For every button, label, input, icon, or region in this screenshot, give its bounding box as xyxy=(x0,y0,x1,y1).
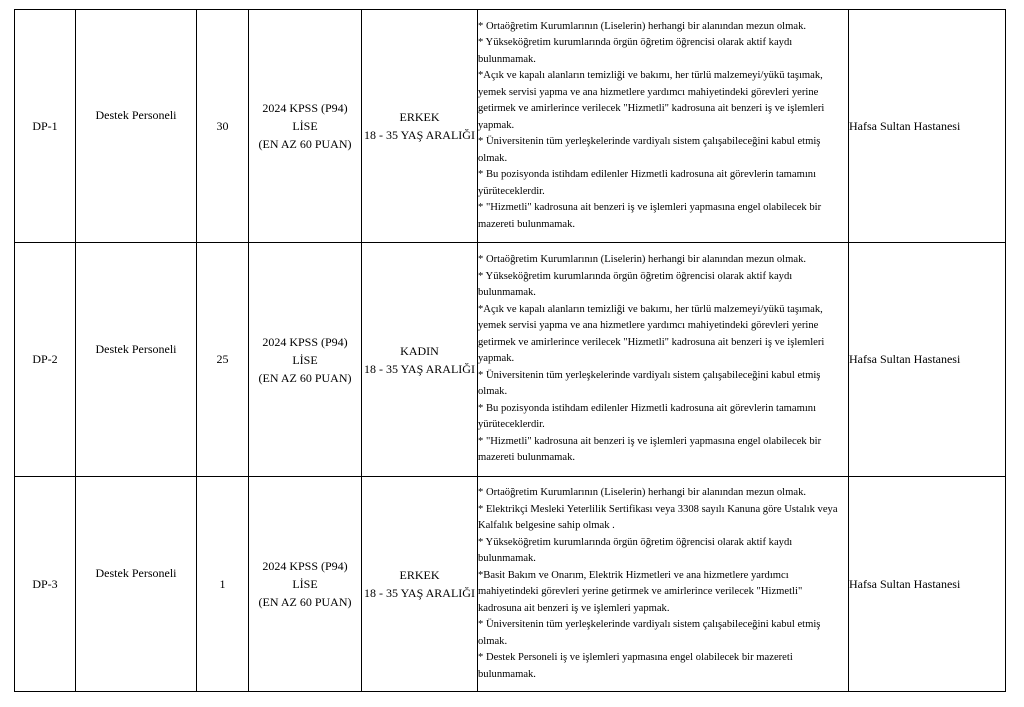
age-range: 18 - 35 YAŞ ARALIĞI xyxy=(364,361,475,376)
requirement-item: *Açık ve kapalı alanların temizliği ve bakımı, her türlü malzemeyi/yükü taşımak, yemek servisi yapma ve ana hizmetlere yardımcı mahiyetindeki görevleri yerine getirmek ve amirlerince verilecek "Hizmetli" kadrosuna ait benzeri iş ve işlemleri yapmak. xyxy=(478,70,825,131)
position-count: 25 xyxy=(197,243,249,477)
gender: ERKEK xyxy=(399,110,440,124)
work-location: Hafsa Sultan Hastanesi xyxy=(849,10,1006,243)
requirement-item: * Destek Personeli iş ve işlemleri yapmasına engel olabilecek bir mazereti bulunmamak. xyxy=(478,652,793,680)
exam-name: 2024 KPSS (P94) xyxy=(262,334,348,349)
exam-name: 2024 KPSS (P94) xyxy=(262,101,348,115)
exam-level: LİSE xyxy=(292,577,318,591)
gender-age xyxy=(362,243,478,477)
exam-level: LİSE xyxy=(292,352,318,367)
gender: ERKEK xyxy=(399,568,440,582)
requirement-item: * Elektrikçi Mesleki Yeterlilik Sertifikası veya 3308 sayılı Kanuna göre Ustalık veya Kalfalık belgesine sahip olmak . xyxy=(478,503,838,531)
position-title-cell xyxy=(76,10,197,243)
exam-requirement xyxy=(249,10,362,243)
requirement-item: * Üniversitenin tüm yerleşkelerinde vardiyalı sistem çalışabileceğini kabul etmiş olmak. xyxy=(478,369,821,398)
exam-requirement xyxy=(249,477,362,692)
requirement-item: *Açık ve kapalı alanların temizliği ve bakımı, her türlü malzemeyi/yükü taşımak, yemek servisi yapma ve ana hizmetlere yardımcı mahiyetindeki görevleri yerine getirmek ve amirlerince verilecek "Hizmetli" kadrosuna ait benzeri iş ve işlemleri yapmak. xyxy=(478,303,825,365)
requirement-item: * Yükseköğretim kurumlarında örgün öğretim öğrencisi olarak aktif kaydı bulunmamak. xyxy=(478,37,793,65)
exam-requirement xyxy=(249,243,362,477)
requirements-cell xyxy=(478,10,849,243)
gender-age xyxy=(362,477,478,692)
age-range: 18 - 35 YAŞ ARALIĞI xyxy=(364,586,475,600)
position-code: DP-2 xyxy=(15,243,76,477)
exam-level: LİSE xyxy=(292,119,318,133)
requirements-cell xyxy=(478,477,849,692)
position-code: DP-3 xyxy=(15,477,76,692)
exam-name: 2024 KPSS (P94) xyxy=(262,559,348,573)
work-location: Hafsa Sultan Hastanesi xyxy=(849,477,1006,692)
position-title-cell xyxy=(76,243,197,477)
position-title-cell xyxy=(76,477,197,692)
requirement-item: * Ortaöğretim Kurumlarının (Liselerin) herhangi bir alanından mezun olmak. xyxy=(478,254,807,266)
positions-table xyxy=(14,9,1006,692)
requirement-item: *Basit Bakım ve Onarım, Elektrik Hizmetleri ve ana hizmetlere yardımcı mahiyetindeki görevleri yerine getirmek ve amirlerince verilecek "Hizmetli" kadrosuna ait benzeri iş ve işlemleri yapmak. xyxy=(478,569,803,614)
position-code: DP-1 xyxy=(15,10,76,243)
requirement-item: * Yükseköğretim kurumlarında örgün öğretim öğrencisi olarak aktif kaydı bulunmamak. xyxy=(478,536,793,564)
exam-min-score: (EN AZ 60 PUAN) xyxy=(258,595,352,609)
table-row xyxy=(15,10,1006,243)
requirement-item: * Bu pozisyonda istihdam edilenler Hizmetli kadrosuna ait görevlerin tamamını yürüteceklerdir. xyxy=(478,169,817,197)
gender-age xyxy=(362,10,478,243)
requirement-item: * Ortaöğretim Kurumlarının (Liselerin) herhangi bir alanından mezun olmak. xyxy=(478,487,807,498)
table-row xyxy=(15,477,1006,692)
gender: KADIN xyxy=(400,343,439,358)
position-title: Destek Personeli xyxy=(95,566,177,580)
requirement-item: * Üniversitenin tüm yerleşkelerinde vardiyalı sistem çalışabileceğini kabul etmiş olmak. xyxy=(478,619,821,647)
requirements-cell xyxy=(478,243,849,477)
requirement-item: * Yükseköğretim kurumlarında örgün öğretim öğrencisi olarak aktif kaydı bulunmamak. xyxy=(478,270,793,299)
position-count: 1 xyxy=(197,477,249,692)
work-location: Hafsa Sultan Hastanesi xyxy=(849,243,1006,477)
exam-min-score: (EN AZ 60 PUAN) xyxy=(258,137,352,151)
requirement-item: * "Hizmetli" kadrosuna ait benzeri iş ve işlemleri yapmasına engel olabilecek bir mazereti bulunmamak. xyxy=(478,202,822,230)
exam-min-score: (EN AZ 60 PUAN) xyxy=(258,370,352,385)
position-title: Destek Personeli xyxy=(95,108,177,122)
position-count: 30 xyxy=(197,10,249,243)
requirement-item: * Bu pozisyonda istihdam edilenler Hizmetli kadrosuna ait görevlerin tamamını yürüteceklerdir. xyxy=(478,402,817,431)
age-range: 18 - 35 YAŞ ARALIĞI xyxy=(364,128,475,142)
requirement-item: * Ortaöğretim Kurumlarının (Liselerin) herhangi bir alanından mezun olmak. xyxy=(478,20,807,32)
table-row xyxy=(15,243,1006,477)
requirement-item: * "Hizmetli" kadrosuna ait benzeri iş ve işlemleri yapmasına engel olabilecek bir mazereti bulunmamak. xyxy=(478,435,822,464)
requirement-item: * Üniversitenin tüm yerleşkelerinde vardiyalı sistem çalışabileceğini kabul etmiş olmak. xyxy=(478,136,821,164)
position-title: Destek Personeli xyxy=(95,341,177,356)
